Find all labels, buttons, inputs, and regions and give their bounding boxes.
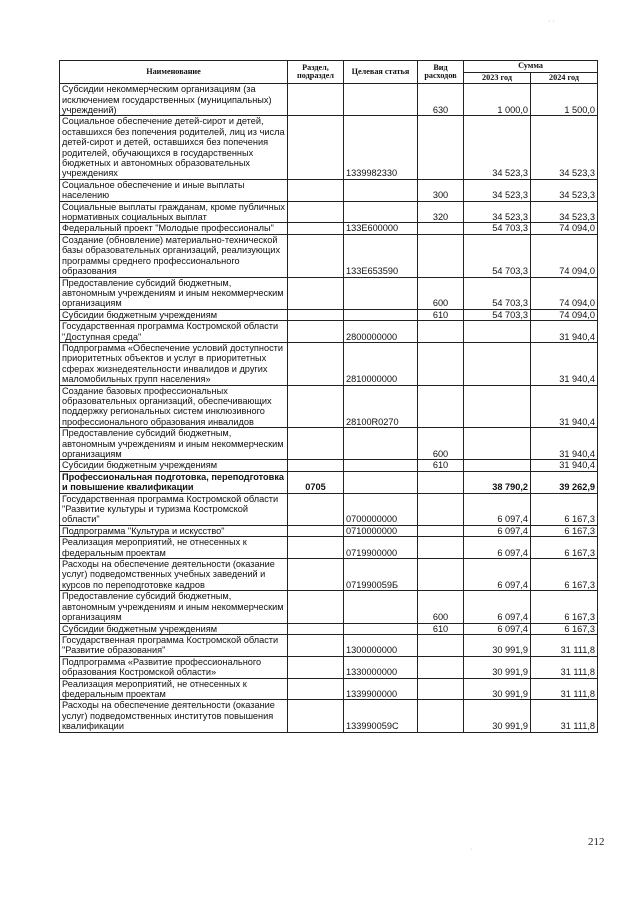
row-section-cell [288, 223, 344, 234]
row-target-cell: 133990059С [344, 700, 418, 732]
row-sum-2024-cell: 74 094,0 [531, 223, 598, 234]
row-name-cell: Расходы на обеспечение деятельности (оказание услуг) подведомственных институтов повышения квалификации [60, 700, 288, 732]
table-header [60, 61, 598, 84]
row-sum-2024-cell: 6 167,3 [531, 559, 598, 591]
row-name-cell: Государственная программа Костромской области "Развитие образования" [60, 634, 288, 656]
row-name-cell: Предоставление субсидий бюджетным, автономным учреждениям и иным некоммерческим организациям [60, 428, 288, 460]
row-section-cell [288, 179, 344, 201]
row-target-cell: 2810000000 [344, 342, 418, 385]
row-sum-2023-cell: 6 097,4 [464, 493, 531, 525]
row-sum-2023-cell [464, 460, 531, 471]
row-kind-cell: 600 [418, 277, 464, 309]
row-target-cell [344, 309, 418, 320]
row-section-cell [288, 385, 344, 428]
row-sum-2023-cell [464, 428, 531, 460]
row-kind-cell: 320 [418, 201, 464, 223]
table-row [60, 321, 598, 343]
row-sum-2024-cell: 74 094,0 [531, 277, 598, 309]
row-section-cell [288, 537, 344, 559]
row-name-cell: Субсидии некоммерческим организациям (за исключением государственных (муниципальных) учреждений) [60, 84, 288, 116]
table-row [60, 116, 598, 179]
header-sum: Сумма [464, 61, 598, 73]
row-kind-cell [418, 385, 464, 428]
row-sum-2023-cell: 38 790,2 [464, 471, 531, 493]
row-kind-cell [418, 321, 464, 343]
row-target-cell [344, 460, 418, 471]
row-name-cell: Реализация мероприятий, не отнесенных к федеральным проектам [60, 537, 288, 559]
row-sum-2023-cell: 34 523,3 [464, 201, 531, 223]
row-sum-2024-cell: 74 094,0 [531, 234, 598, 277]
row-kind-cell: 600 [418, 428, 464, 460]
table-row [60, 277, 598, 309]
row-kind-cell [418, 471, 464, 493]
page-number: 212 [588, 836, 605, 848]
row-sum-2024-cell: 31 940,4 [531, 342, 598, 385]
row-section-cell [288, 342, 344, 385]
table-row [60, 460, 598, 471]
row-kind-cell: 610 [418, 623, 464, 634]
row-section-cell [288, 591, 344, 623]
row-section-cell [288, 678, 344, 700]
row-sum-2023-cell: 54 703,3 [464, 223, 531, 234]
table-row [60, 591, 598, 623]
row-kind-cell [418, 537, 464, 559]
header-year-2023: 2023 год [464, 72, 531, 84]
row-name-cell: Социальное обеспечение детей-сирот и детей, оставшихся без попечения родителей, лиц из числа детей-сирот и детей, оставшихся без попечения родителей, обучающихся в государственных бюджетных и автономных образовательных учреждениях [60, 116, 288, 179]
table-row [60, 471, 598, 493]
row-sum-2023-cell [464, 385, 531, 428]
header-year-2024: 2024 год [531, 72, 598, 84]
row-name-cell: Социальное обеспечение и иные выплаты населению [60, 179, 288, 201]
row-target-cell: 1339900000 [344, 678, 418, 700]
row-target-cell: 133E600000 [344, 223, 418, 234]
row-kind-cell: 300 [418, 179, 464, 201]
row-kind-cell [418, 525, 464, 536]
row-sum-2024-cell: 34 523,3 [531, 179, 598, 201]
row-sum-2023-cell: 6 097,4 [464, 559, 531, 591]
row-section-cell [288, 234, 344, 277]
table-body [60, 84, 598, 732]
row-name-cell: Расходы на обеспечение деятельности (оказание услуг) подведомственных учебных заведений и курсов по переподготовке кадров [60, 559, 288, 591]
row-name-cell: Реализация мероприятий, не отнесенных к федеральным проектам [60, 678, 288, 700]
row-section-cell [288, 116, 344, 179]
row-kind-cell [418, 634, 464, 656]
row-target-cell [344, 277, 418, 309]
table-row [60, 234, 598, 277]
row-section-cell [288, 84, 344, 116]
row-target-cell: 1339982330 [344, 116, 418, 179]
row-name-cell: Федеральный проект "Молодые профессионалы" [60, 223, 288, 234]
scan-mark: · [470, 846, 473, 853]
row-sum-2024-cell: 6 167,3 [531, 623, 598, 634]
table-row [60, 223, 598, 234]
row-target-cell [344, 591, 418, 623]
row-sum-2024-cell: 31 940,4 [531, 428, 598, 460]
table-row [60, 309, 598, 320]
row-kind-cell [418, 342, 464, 385]
row-kind-cell [418, 223, 464, 234]
row-sum-2023-cell: 30 991,9 [464, 656, 531, 678]
row-sum-2023-cell: 34 523,3 [464, 179, 531, 201]
row-sum-2024-cell: 31 111,8 [531, 678, 598, 700]
table-row [60, 623, 598, 634]
table-row [60, 525, 598, 536]
row-kind-cell: 610 [418, 460, 464, 471]
header-name: Наименование [60, 61, 288, 84]
table-row [60, 342, 598, 385]
row-section-cell [288, 201, 344, 223]
table-row [60, 179, 598, 201]
row-sum-2024-cell: 31 111,8 [531, 700, 598, 732]
header-section: Раздел, подраздел [288, 61, 344, 84]
row-sum-2024-cell: 6 167,3 [531, 525, 598, 536]
header-target: Целевая статья [344, 61, 418, 84]
budget-table [59, 60, 598, 733]
row-target-cell: 1330000000 [344, 656, 418, 678]
row-target-cell [344, 179, 418, 201]
row-name-cell: Государственная программа Костромской области "Доступная среда" [60, 321, 288, 343]
row-name-cell: Подпрограмма "Культура и искусство" [60, 525, 288, 536]
row-target-cell: 1300000000 [344, 634, 418, 656]
row-kind-cell [418, 116, 464, 179]
row-kind-cell [418, 678, 464, 700]
row-sum-2023-cell [464, 342, 531, 385]
table-row [60, 385, 598, 428]
row-target-cell: 28100R0270 [344, 385, 418, 428]
scan-mark: · · [548, 18, 555, 25]
row-sum-2024-cell: 31 111,8 [531, 634, 598, 656]
row-sum-2024-cell: 34 523,3 [531, 201, 598, 223]
row-target-cell [344, 201, 418, 223]
table-row [60, 656, 598, 678]
row-kind-cell [418, 700, 464, 732]
row-sum-2023-cell: 6 097,4 [464, 623, 531, 634]
table-row [60, 84, 598, 116]
row-sum-2024-cell: 6 167,3 [531, 493, 598, 525]
row-target-cell: 2800000000 [344, 321, 418, 343]
row-sum-2023-cell: 34 523,3 [464, 116, 531, 179]
row-section-cell [288, 700, 344, 732]
row-sum-2024-cell: 31 940,4 [531, 460, 598, 471]
row-sum-2023-cell: 30 991,9 [464, 678, 531, 700]
row-target-cell [344, 84, 418, 116]
row-sum-2023-cell: 54 703,3 [464, 234, 531, 277]
row-section-cell: 0705 [288, 471, 344, 493]
row-name-cell: Предоставление субсидий бюджетным, автономным учреждениям и иным некоммерческим организациям [60, 591, 288, 623]
row-sum-2023-cell: 30 991,9 [464, 700, 531, 732]
row-sum-2023-cell: 1 000,0 [464, 84, 531, 116]
row-section-cell [288, 277, 344, 309]
row-kind-cell: 610 [418, 309, 464, 320]
table-row [60, 634, 598, 656]
table-row [60, 700, 598, 732]
row-section-cell [288, 634, 344, 656]
row-kind-cell [418, 234, 464, 277]
table-row [60, 678, 598, 700]
row-sum-2024-cell: 34 523,3 [531, 116, 598, 179]
row-section-cell [288, 428, 344, 460]
row-section-cell [288, 656, 344, 678]
table-row [60, 537, 598, 559]
table-row [60, 559, 598, 591]
row-name-cell: Субсидии бюджетным учреждениям [60, 309, 288, 320]
row-target-cell: 0710000000 [344, 525, 418, 536]
row-sum-2024-cell: 31 940,4 [531, 385, 598, 428]
row-name-cell: Подпрограмма «Обеспечение условий доступности приоритетных объектов и услуг в приоритетных сферах жизнедеятельности инвалидов и других маломобильных групп населения» [60, 342, 288, 385]
row-name-cell: Социальные выплаты гражданам, кроме публичных нормативных социальных выплат [60, 201, 288, 223]
row-section-cell [288, 525, 344, 536]
row-sum-2023-cell: 6 097,4 [464, 537, 531, 559]
row-section-cell [288, 559, 344, 591]
row-name-cell: Предоставление субсидий бюджетным, автономным учреждениям и иным некоммерческим организациям [60, 277, 288, 309]
row-kind-cell [418, 559, 464, 591]
row-section-cell [288, 309, 344, 320]
row-name-cell: Создание базовых профессиональных образовательных организаций, обеспечивающих поддержку региональных систем инклюзивного профессионального образования инвалидов [60, 385, 288, 428]
row-sum-2023-cell: 54 703,3 [464, 277, 531, 309]
row-sum-2024-cell: 31 111,8 [531, 656, 598, 678]
row-sum-2024-cell: 39 262,9 [531, 471, 598, 493]
row-target-cell [344, 623, 418, 634]
header-kind: Вид расходов [418, 61, 464, 84]
row-sum-2023-cell [464, 321, 531, 343]
row-name-cell: Подпрограмма «Развитие профессионального образования Костромской области» [60, 656, 288, 678]
row-kind-cell [418, 656, 464, 678]
row-section-cell [288, 493, 344, 525]
table-row [60, 201, 598, 223]
row-sum-2023-cell: 6 097,4 [464, 525, 531, 536]
row-kind-cell [418, 493, 464, 525]
row-sum-2024-cell: 1 500,0 [531, 84, 598, 116]
row-name-cell: Создание (обновление) материально-технической базы образовательных организаций, реализующих программы среднего профессионального образования [60, 234, 288, 277]
row-sum-2024-cell: 6 167,3 [531, 591, 598, 623]
row-target-cell [344, 471, 418, 493]
row-sum-2023-cell: 54 703,3 [464, 309, 531, 320]
row-kind-cell: 600 [418, 591, 464, 623]
row-name-cell: Профессиональная подготовка, переподготовка и повышение квалификации [60, 471, 288, 493]
row-name-cell: Государственная программа Костромской области "Развитие культуры и туризма Костромской области" [60, 493, 288, 525]
table-row [60, 493, 598, 525]
row-name-cell: Субсидии бюджетным учреждениям [60, 460, 288, 471]
row-target-cell: 0700000000 [344, 493, 418, 525]
row-sum-2023-cell: 30 991,9 [464, 634, 531, 656]
row-sum-2024-cell: 31 940,4 [531, 321, 598, 343]
row-kind-cell: 630 [418, 84, 464, 116]
row-section-cell [288, 321, 344, 343]
row-name-cell: Субсидии бюджетным учреждениям [60, 623, 288, 634]
row-target-cell: 071990059Б [344, 559, 418, 591]
row-sum-2024-cell: 6 167,3 [531, 537, 598, 559]
row-target-cell: 133E653590 [344, 234, 418, 277]
row-section-cell [288, 460, 344, 471]
row-section-cell [288, 623, 344, 634]
row-target-cell [344, 428, 418, 460]
row-sum-2024-cell: 74 094,0 [531, 309, 598, 320]
table-row [60, 428, 598, 460]
row-sum-2023-cell: 6 097,4 [464, 591, 531, 623]
row-target-cell: 0719900000 [344, 537, 418, 559]
